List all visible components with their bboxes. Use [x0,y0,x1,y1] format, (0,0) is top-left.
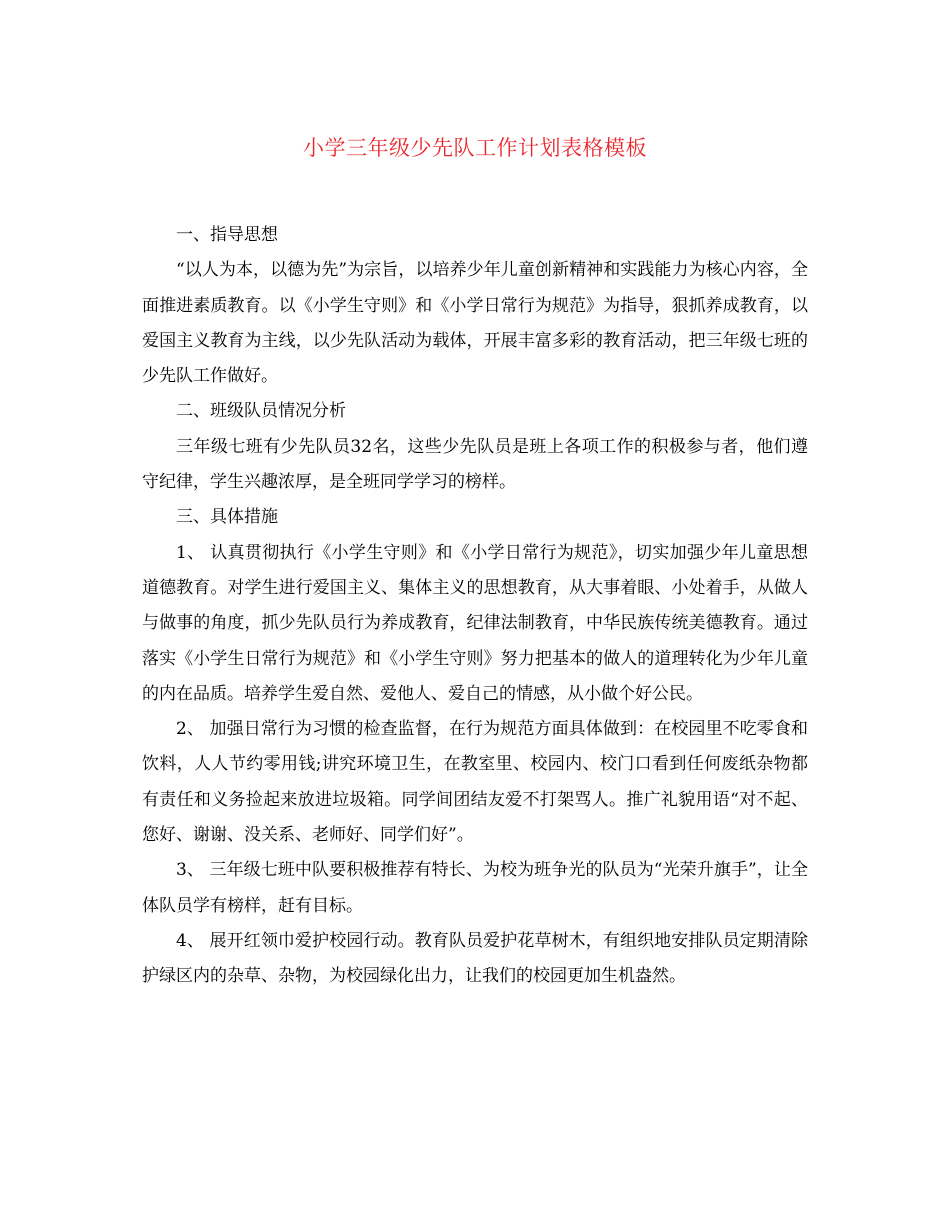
paragraph-class-analysis: 三年级七班有少先队员32名，这些少先队员是班上各项工作的积极参与者，他们遵守纪律，学生兴趣浓厚，是全班同学学习的榜样。 [142,436,808,493]
paragraph-measure-3: 3、 三年级七班中队要积极推荐有特长、为校为班争光的队员为“光荣升旗手”，让全体队员学有榜样，赶有目标。 [142,860,808,916]
paragraph-measure-1: 1、 认真贯彻执行《小学生守则》和《小学日常行为规范》，切实加强少年儿童思想道德教育。对学生进行爱国主义、集体主义的思想教育，从大事着眼、小处着手，从做人与做事的角度，抓少先队员行为养成教育，纪律法制教育，中华民族传统美德教育。通过落实《小学生日常行为规范》和《小学生守则》努力把基本的做人的道理转化为少年儿童的内在品质。培养学生爱自然、爱他人、爱自己的情感，从小做个好公民。 [142,542,808,704]
section-heading-measures: 三、具体措施 [176,507,278,528]
section-heading-guiding-ideology: 一、指导思想 [176,225,278,245]
section-heading-class-analysis: 二、班级队员情况分析 [176,401,346,422]
document-title: 小学三年级少先队工作计划表格模板 [303,136,647,160]
paragraph-measure-2: 2、 加强日常行为习惯的检查监督，在行为规范方面具体做到：在校园里不吃零食和饮料，人人节约零用钱;讲究环境卫生，在教室里、校园内、校门口看到任何废纸杂物都有责任和义务捡起来放进垃圾箱。同学间团结友爱不打架骂人。推广礼貌用语“对不起、您好、谢谢、没关系、老师好、同学们好”。 [142,719,808,846]
paragraph-guiding-ideology: “以人为本，以德为先”为宗旨，以培养少年儿童创新精神和实践能力为核心内容，全面推进素质教育。以《小学生守则》和《小学日常行为规范》为指导，狠抓养成教育，以爱国主义教育为主线，以少先队活动为载体，开展丰富多彩的教育活动，把三年级七班的少先队工作做好。 [142,260,808,387]
paragraph-measure-4: 4、 展开红领巾爱护校园行动。教育队员爱护花草树木，有组织地安排队员定期清除护绿区内的杂草、杂物，为校园绿化出力，让我们的校园更加生机盎然。 [142,930,808,987]
document-body [142,218,808,995]
